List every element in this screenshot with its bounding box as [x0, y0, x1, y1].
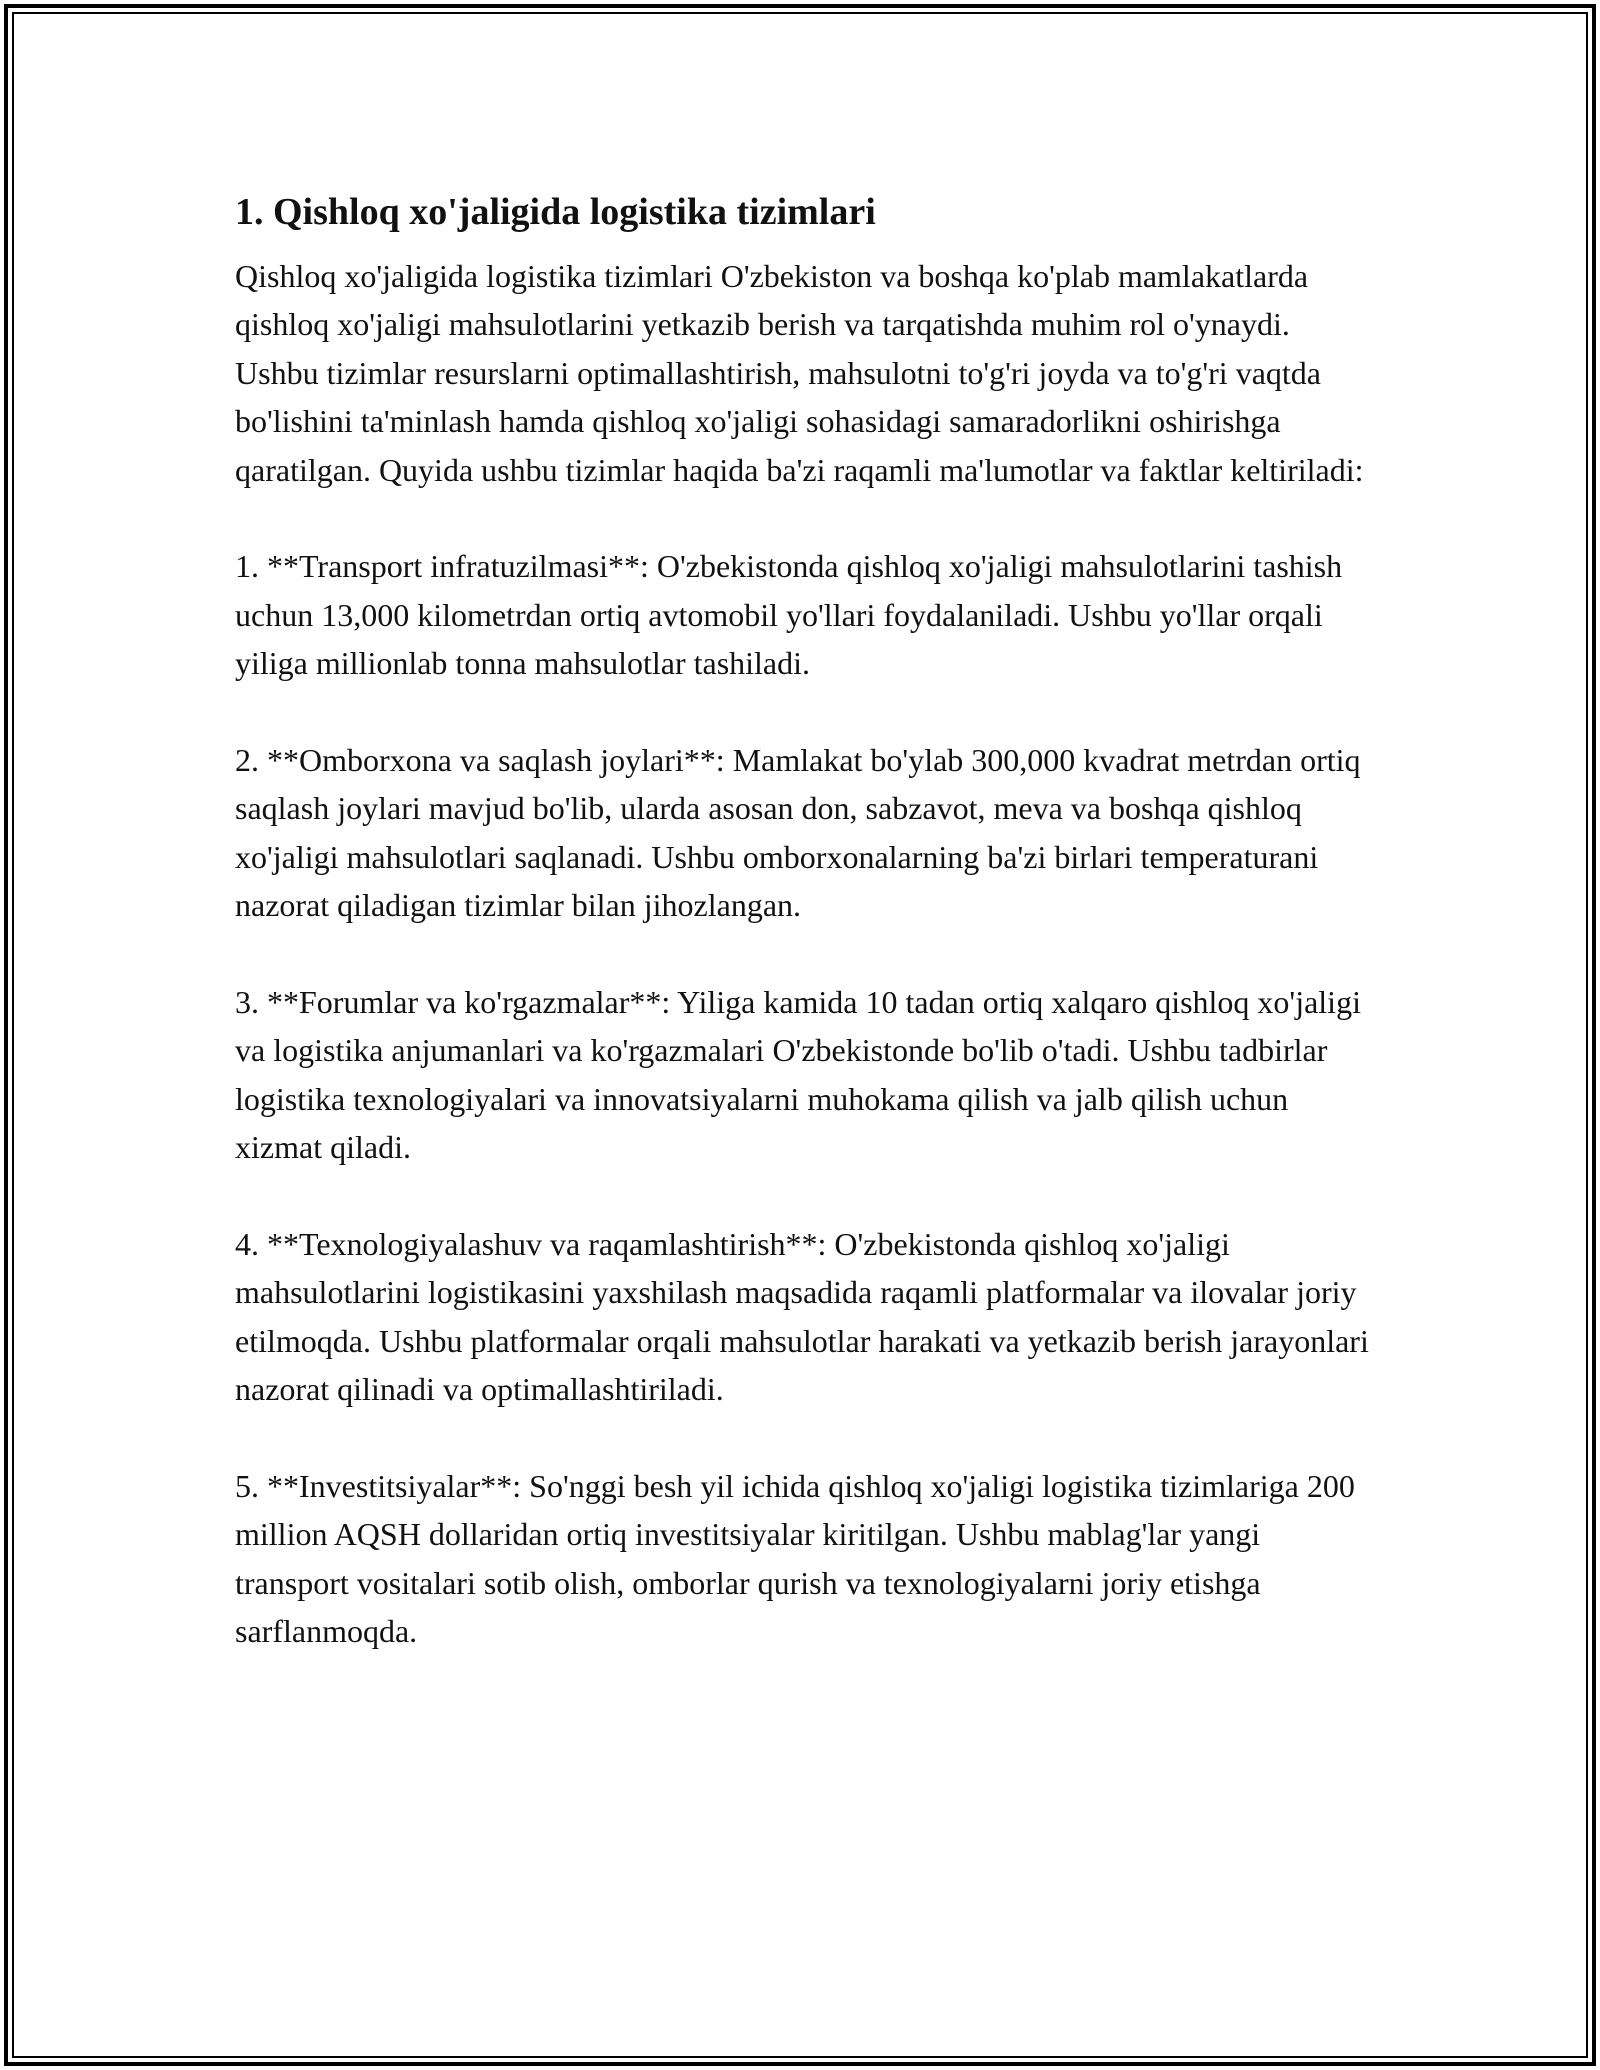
intro-paragraph: Qishloq xo'jaligida logistika tizimlari O'zbekiston va boshqa ko'plab mamlakatlarda qishloq xo'jaligi mahsulotlarini yetkazib berish va tarqatishda muhim rol o'ynaydi. Ushbu tizimlar resurslarni optimallashtirish, mahsulotni to'g'ri joyda va to'g'ri vaqtda bo'lishini ta'minlash hamda qishloq xo'jaligi sohasidagi samaradorlikni oshirishga qaratilgan. Quyida ushbu tizimlar haqida ba'zi raqamli ma'lumotlar va faktlar keltiriladi:	[235, 258, 1364, 488]
list-item-investments: 5. **Investitsiyalar**: So'nggi besh yil ichida qishloq xo'jaligi logistika tizimlariga 200 million AQSH dollaridan ortiq investitsiyalar kiritilgan. Ushbu mablag'lar yangi transport vositalari sotib olish, omborlar qurish va texnologiyalarni joriy etishga sarflanmoqda.	[235, 1468, 1355, 1650]
page-title: 1. Qishloq xo'jaligida logistika tizimlari	[235, 191, 876, 233]
list-item-transport: 1. **Transport infratuzilmasi**: O'zbekistonda qishloq xo'jaligi mahsulotlarini tashish uchun 13,000 kilometrdan ortiq avtomobil yo'llari foydalaniladi. Ushbu yo'llar orqali yiliga millionlab tonna mahsulotlar tashiladi.	[235, 548, 1343, 682]
list-item-digitalization: 4. **Texnologiyalashuv va raqamlashtirish**: O'zbekistonda qishloq xo'jaligi mahsulotlarini logistikasini yaxshilash maqsadida raqamli platformalar va ilovalar joriy etilmoqda. Ushbu platformalar orqali mahsulotlar harakati va yetkazib berish jarayonlari nazorat qilinadi va optimallashtiriladi.	[235, 1226, 1369, 1408]
list-item-storage: 2. **Omborxona va saqlash joylari**: Mamlakat bo'ylab 300,000 kvadrat metrdan ortiq saqlash joylari mavjud bo'lib, ularda asosan don, sabzavot, meva va boshqa qishloq xo'jaligi mahsulotlari saqlanadi. Ushbu omborxonalarning ba'zi birlari temperaturani nazorat qiladigan tizimlar bilan jihozlangan.	[235, 742, 1361, 924]
list-item-forums: 3. **Forumlar va ko'rgazmalar**: Yiliga kamida 10 tadan ortiq xalqaro qishloq xo'jaligi va logistika anjumanlari va ko'rgazmalari O'zbekistonde bo'lib o'tadi. Ushbu tadbirlar logistika texnologiyalari va innovatsiyalarni muhokama qilish va jalb qilish uchun xizmat qiladi.	[235, 984, 1361, 1166]
document-body	[235, 186, 1375, 1704]
